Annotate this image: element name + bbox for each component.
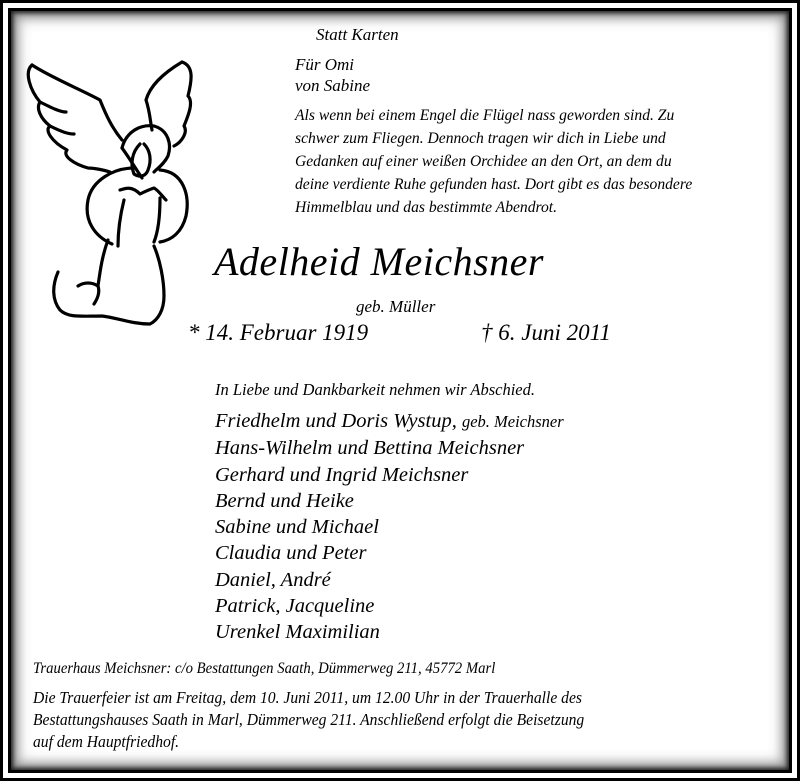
birth-date: * 14. Februar 1919 <box>188 320 369 345</box>
mourner-item: Gerhard und Ingrid Meichsner <box>215 463 469 486</box>
poem-line: Gedanken auf einer weißen Orchidee an den Ort, an dem du <box>295 153 672 170</box>
header-statt-karten: Statt Karten <box>316 25 399 44</box>
poem-line: deine verdiente Ruhe gefunden hast. Dort gibt es das besondere <box>295 176 693 193</box>
poem-line: schwer zum Fliegen. Dennoch tragen wir dich in Liebe und <box>295 130 666 147</box>
mourner-item: Patrick, Jacqueline <box>215 595 375 618</box>
ceremony-line: Bestattungshauses Saath in Marl, Dümmerweg 211. Anschließend erfolgt die Beisetzung <box>33 710 585 729</box>
dedication <box>295 54 370 96</box>
poem-line: Als wenn bei einem Engel die Flügel nass geworden sind. Zu <box>295 107 675 124</box>
dedication-line: von Sabine <box>295 76 371 95</box>
dedication-line: Für Omi <box>295 55 355 74</box>
maiden-name: geb. Müller <box>356 297 436 316</box>
mourner-item: Daniel, André <box>215 568 331 591</box>
mourning-house-address: Trauerhaus Meichsner: c/o Bestattungen Saath, Dümmerweg 211, 45772 Marl <box>33 660 496 677</box>
mourner-item <box>215 408 564 435</box>
mourner-item: Claudia und Peter <box>215 542 367 565</box>
death-date: † 6. Juni 2011 <box>481 320 611 345</box>
mourner-item: Bernd und Heike <box>215 489 354 512</box>
poem-line: Himmelblau und das bestimmte Abendrot. <box>295 199 558 216</box>
mourner-name: Friedhelm und Doris Wystup, <box>215 410 457 432</box>
poem <box>295 104 795 219</box>
ceremony-line: auf dem Hauptfriedhof. <box>33 732 180 751</box>
mourner-item: Urenkel Maximilian <box>215 621 380 644</box>
mourner-suffix: geb. Meichsner <box>461 412 564 431</box>
ceremony-line: Die Trauerfeier ist am Freitag, dem 10. Juni 2011, um 12.00 Uhr in der Trauerhalle des <box>33 688 582 707</box>
farewell-intro: In Liebe und Dankbarkeit nehmen wir Abschied. <box>215 380 536 399</box>
mourner-item: Hans-Wilhelm und Bettina Meichsner <box>215 437 525 460</box>
ceremony-info <box>33 687 584 753</box>
angel-icon <box>22 60 212 330</box>
mourner-item: Sabine und Michael <box>215 516 379 539</box>
mourners-list <box>215 408 564 646</box>
deceased-name: Adelheid Meichsner <box>214 239 544 284</box>
